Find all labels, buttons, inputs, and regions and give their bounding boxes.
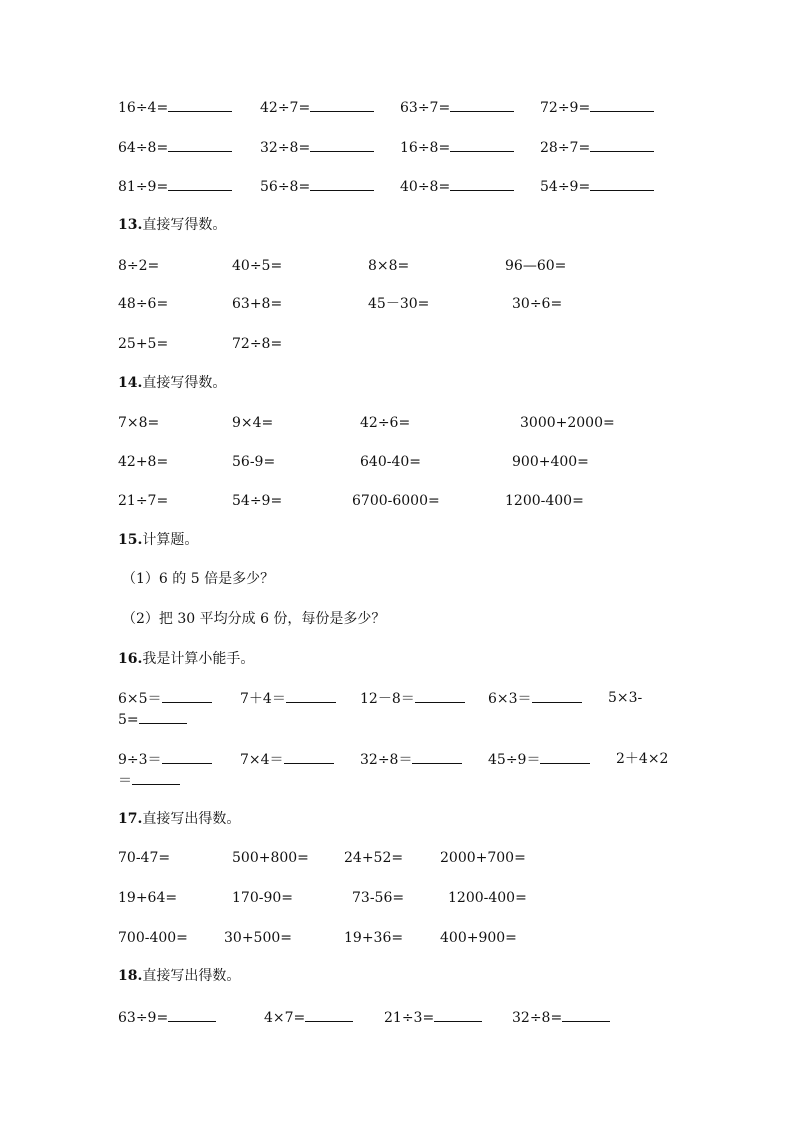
- sub-question: （2）把 30 平均分成 6 份，每份是多少？: [122, 611, 386, 627]
- answer-blank[interactable]: [590, 176, 654, 191]
- problem: 73-56=: [352, 890, 405, 906]
- problem: 63+8=: [232, 296, 283, 312]
- problem: 56-9=: [232, 454, 276, 470]
- problem: 28÷7=: [540, 137, 654, 158]
- problem-row: [0, 452, 794, 476]
- problem: 21÷7=: [118, 493, 169, 509]
- problem-row: [0, 888, 794, 912]
- question-13-heading: 13.直接写得数。: [118, 217, 227, 233]
- problem: 81÷9=: [118, 176, 232, 197]
- problem: 170-90=: [232, 890, 293, 906]
- answer-blank[interactable]: [590, 97, 654, 112]
- problem: 30+500=: [224, 930, 292, 946]
- problem: 42÷6=: [360, 415, 411, 431]
- problem-row: [0, 294, 794, 318]
- answer-blank[interactable]: [310, 97, 374, 112]
- problem: 30÷6=: [512, 296, 563, 312]
- question-17-heading: 17.直接写出得数。: [118, 811, 241, 827]
- problem: 25+5=: [118, 336, 169, 352]
- problem: 8÷2=: [118, 258, 160, 274]
- problem: 12－8＝: [360, 688, 465, 709]
- question-14-heading: 14.直接写得数。: [118, 375, 227, 391]
- problem: 1200-400=: [448, 890, 527, 906]
- answer-blank[interactable]: [284, 749, 334, 764]
- problem-row: [0, 413, 794, 437]
- question-16-heading: 16.我是计算小能手。: [118, 651, 255, 667]
- answer-blank[interactable]: [310, 137, 374, 152]
- answer-blank[interactable]: [168, 176, 232, 191]
- problem: 72÷9=: [540, 97, 654, 118]
- problem: 16÷8=: [400, 137, 514, 158]
- answer-blank[interactable]: [168, 1007, 216, 1022]
- answer-blank[interactable]: [562, 1007, 610, 1022]
- problem: 2000+700=: [440, 850, 526, 866]
- problem-row: [0, 1007, 794, 1031]
- problem: 21÷3=: [384, 1007, 482, 1028]
- answer-blank[interactable]: [450, 137, 514, 152]
- problem: 19+64=: [118, 890, 178, 906]
- answer-blank[interactable]: [132, 770, 180, 785]
- answer-blank[interactable]: [590, 137, 654, 152]
- problem: 500+800=: [232, 850, 309, 866]
- answer-blank[interactable]: [434, 1007, 482, 1022]
- problem: 8×8=: [368, 258, 410, 274]
- problem: 6×3＝: [488, 688, 582, 709]
- answer-blank[interactable]: [450, 97, 514, 112]
- answer-blank[interactable]: [450, 176, 514, 191]
- wrapped-problem-row: [0, 770, 794, 794]
- problem: 9÷3＝: [118, 749, 212, 770]
- problem: 5=: [118, 709, 187, 730]
- problem: 64÷8=: [118, 137, 232, 158]
- answer-blank[interactable]: [415, 688, 465, 703]
- problem-row: [0, 334, 794, 358]
- problem: 640-40=: [360, 454, 421, 470]
- problem: 700-400=: [118, 930, 188, 946]
- problem: 19+36=: [344, 930, 404, 946]
- problem: 42+8=: [118, 454, 169, 470]
- problem: 6700-6000=: [352, 493, 440, 509]
- problem: 56÷8=: [260, 176, 374, 197]
- problem: 40÷8=: [400, 176, 514, 197]
- problem: 7×4＝: [240, 749, 334, 770]
- sub-question: （1）6 的 5 倍是多少？: [122, 571, 275, 587]
- problem-row: [0, 491, 794, 515]
- problem: 40÷5=: [232, 258, 283, 274]
- problem: 42÷7=: [260, 97, 374, 118]
- problem-row: [0, 928, 794, 952]
- problem: 70-47=: [118, 850, 171, 866]
- problem: 3000+2000=: [520, 415, 615, 431]
- problem: 63÷9=: [118, 1007, 216, 1028]
- answer-blank[interactable]: [310, 176, 374, 191]
- problem: 32÷8=: [260, 137, 374, 158]
- answer-blank[interactable]: [532, 688, 582, 703]
- division-row: [0, 97, 794, 121]
- answer-blank[interactable]: [162, 749, 212, 764]
- answer-blank[interactable]: [168, 137, 232, 152]
- problem-row: [0, 848, 794, 872]
- division-row: [0, 137, 794, 161]
- problem: 7＋4＝: [240, 688, 336, 709]
- problem: 45－30=: [368, 296, 430, 312]
- problem: 32÷8＝: [360, 749, 462, 770]
- wrapped-problem-row: [0, 709, 794, 733]
- problem: 72÷8=: [232, 336, 283, 352]
- answer-blank[interactable]: [412, 749, 462, 764]
- problem: 900+400=: [512, 454, 589, 470]
- division-row: [0, 176, 794, 200]
- problem: 5×3-: [608, 690, 643, 706]
- problem: 16÷4=: [118, 97, 232, 118]
- problem-row: [0, 256, 794, 280]
- problem: 48÷6=: [118, 296, 169, 312]
- problem: 6×5＝: [118, 688, 212, 709]
- problem: 1200-400=: [505, 493, 584, 509]
- problem: 63÷7=: [400, 97, 514, 118]
- problem: 45÷9＝: [488, 749, 590, 770]
- answer-blank[interactable]: [168, 97, 232, 112]
- answer-blank[interactable]: [305, 1007, 353, 1022]
- problem: 400+900=: [440, 930, 517, 946]
- answer-blank[interactable]: [540, 749, 590, 764]
- answer-blank[interactable]: [139, 709, 187, 724]
- problem: 32÷8=: [512, 1007, 610, 1028]
- problem: 7×8=: [118, 415, 160, 431]
- question-15-heading: 15.计算题。: [118, 532, 199, 548]
- problem: 2＋4×2: [616, 751, 669, 767]
- problem: 54÷9=: [540, 176, 654, 197]
- problem: 96—60=: [505, 258, 567, 274]
- problem: 4×7=: [264, 1007, 353, 1028]
- question-18-heading: 18.直接写出得数。: [118, 968, 241, 984]
- problem: 9×4=: [232, 415, 274, 431]
- problem: 24+52=: [344, 850, 404, 866]
- problem: ＝: [118, 770, 180, 791]
- problem: 54÷9=: [232, 493, 283, 509]
- answer-blank[interactable]: [162, 688, 212, 703]
- answer-blank[interactable]: [286, 688, 336, 703]
